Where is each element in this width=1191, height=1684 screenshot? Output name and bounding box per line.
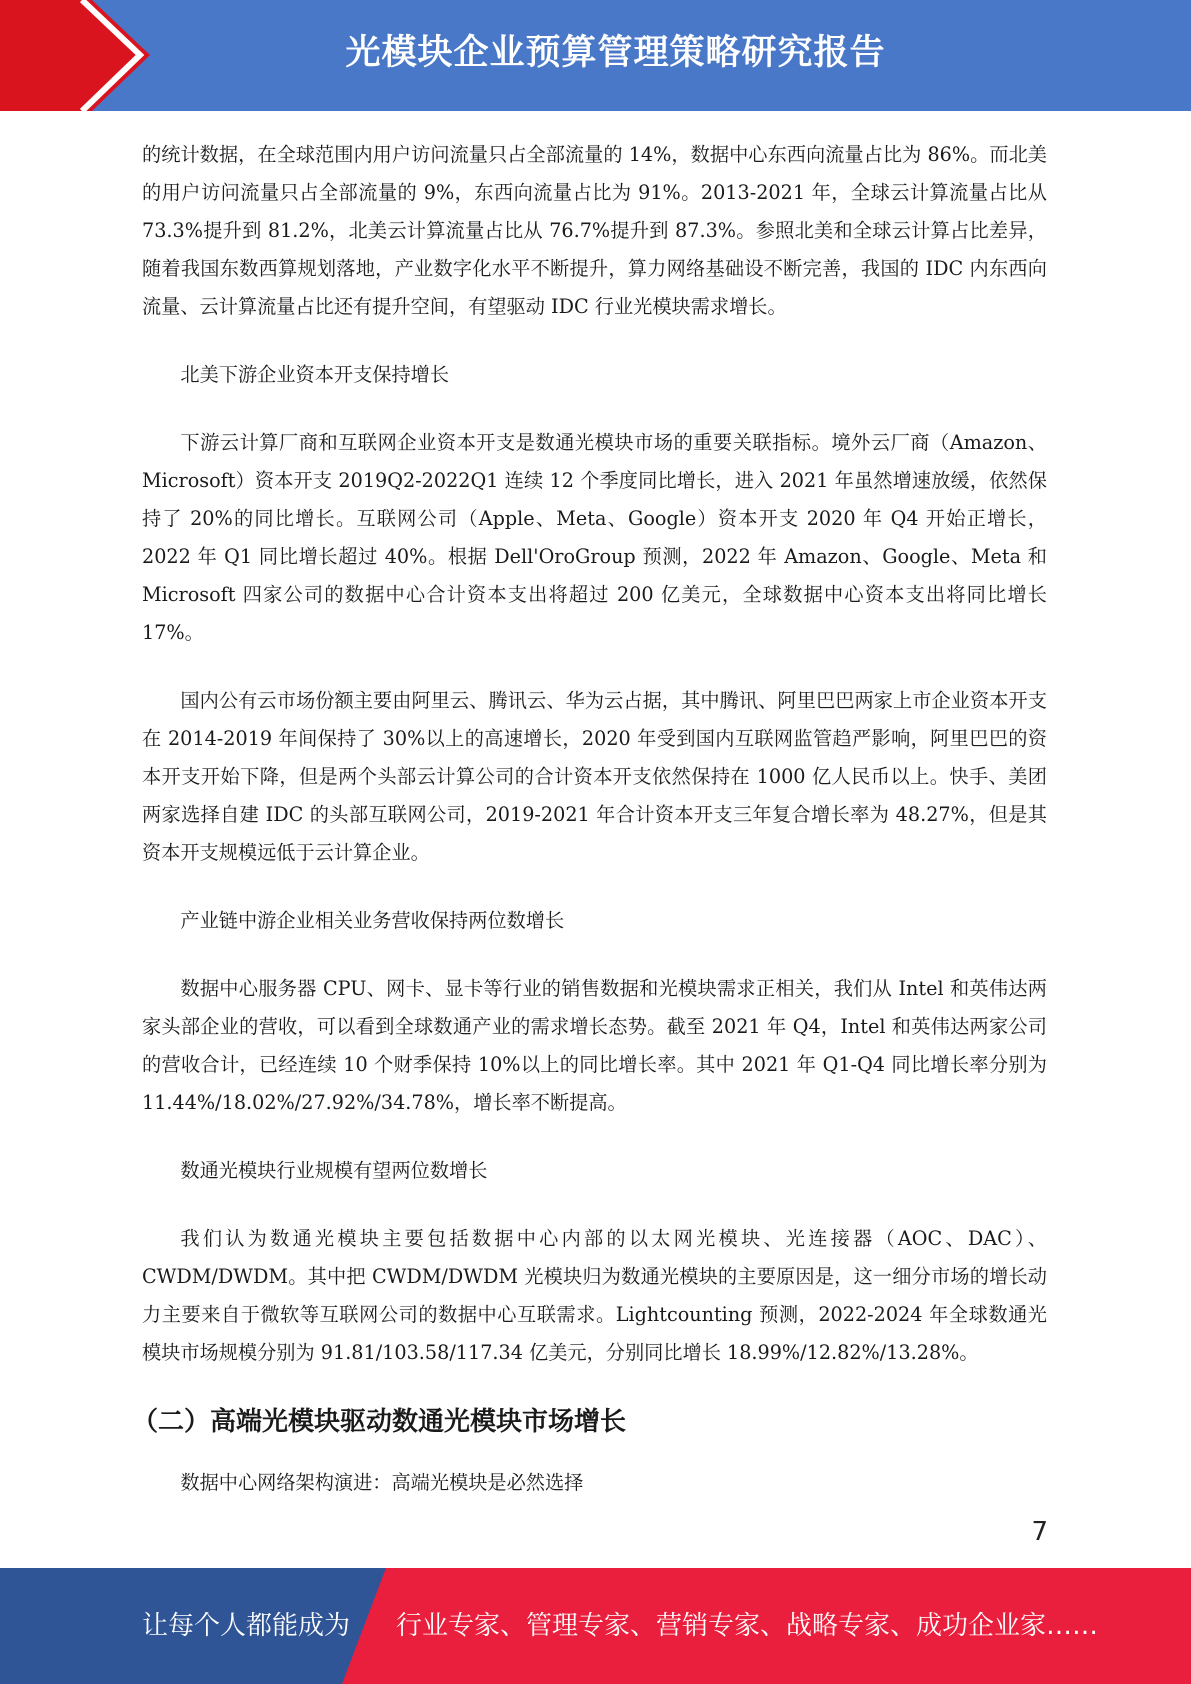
page-number: 7 bbox=[1031, 1517, 1048, 1547]
footer-slogan-right: 行业专家、管理专家、营销专家、战略专家、成功企业家…… bbox=[396, 1611, 1099, 1641]
page-header bbox=[0, 0, 1191, 111]
subheading-north-america-capex: 北美下游企业资本开支保持增长 bbox=[180, 363, 450, 386]
paragraph-domestic-cloud: 国内公有云市场份额主要由阿里云、腾讯云、华为云占据，其中腾讯、阿里巴巴两家上市企业资本开支在 2014-2019 年间保持了 30%以上的高速增长，2020 年受到国内互联网监管趋严影响，阿里巴巴的资本开支开始下降，但是两个头部云计算公司的合计资本开支依然保持在 1000 亿人民币以上。快手、美团两家选择自建 IDC 的头部互联网公司，2019-2021 年合计资本开支三年复合增长率为 48.27%，但是其资本开支规模远低于云计算企业。 bbox=[142, 689, 1047, 864]
footer-slogan-left: 让每个人都能成为 bbox=[142, 1611, 351, 1641]
subheading-datacom-market-size: 数通光模块行业规模有望两位数增长 bbox=[180, 1159, 488, 1182]
paragraph-overseas-capex: 下游云计算厂商和互联网企业资本开支是数通光模块市场的重要关联指标。境外云厂商（Amazon、Microsoft）资本开支 2019Q2-2022Q1 连续 12 个季度同比增长，进入 2021 年虽然增速放缓，依然保持了 20%的同比增长。互联网公司（Apple、Meta、Google）资本开支 2020 年 Q4 开始正增长，2022 年 Q1 同比增长超过 40%。根据 Dell'OroGroup 预测，2022 年 Amazon、Google、Meta 和 Microsoft 四家公司的数据中心合计资本支出将超过 200 亿美元，全球数据中心资本支出将同比增长 17%。 bbox=[142, 431, 1047, 644]
paragraph-traffic-stats: 的统计数据，在全球范围内用户访问流量只占全部流量的 14%，数据中心东西向流量占比为 86%。而北美的用户访问流量只占全部流量的 9%，东西向流量占比为 91%。2013-2021 年，全球云计算流量占比从 73.3%提升到 81.2%，北美云计算流量占比从 76.7%提升到 87.3%。参照北美和全球云计算占比差异，随着我国东数西算规划落地，产业数字化水平不断提升，算力网络基础设不断完善，我国的 IDC 内东西向流量、云计算流量占比还有提升空间，有望驱动 IDC 行业光模块需求增长。 bbox=[142, 143, 1047, 318]
document-body bbox=[132, 136, 1047, 1532]
paragraph-intel-nvidia: 数据中心服务器 CPU、网卡、显卡等行业的销售数据和光模块需求正相关，我们从 Intel 和英伟达两家头部企业的营收，可以看到全球数通产业的需求增长态势。截至 2021 年 Q4，Intel 和英伟达两家公司的营收合计，已经连续 10 个财季保持 10%以上的同比增长率。其中 2021 年 Q1-Q4 同比增长率分别为 11.44%/18.02%/27.92%/34.78%，增长率不断提高。 bbox=[142, 977, 1047, 1114]
subheading-midstream-revenue: 产业链中游企业相关业务营收保持两位数增长 bbox=[180, 909, 565, 932]
paragraph-datacom-forecast: 我们认为数通光模块主要包括数据中心内部的以太网光模块、光连接器（AOC、DAC）、CWDM/DWDM。其中把 CWDM/DWDM 光模块归为数通光模块的主要原因是，这一细分市场的增长动力主要来自于微软等互联网公司的数据中心互联需求。Lightcounting 预测，2022-2024 年全球数通光模块市场规模分别为 91.81/103.58/117.34 亿美元，分别同比增长 18.99%/12.82%/13.28%。 bbox=[142, 1227, 1047, 1364]
subheading-network-architecture: 数据中心网络架构演进：高端光模块是必然选择 bbox=[180, 1471, 584, 1494]
header-arrow-decoration bbox=[0, 0, 150, 111]
page-footer bbox=[0, 1568, 1191, 1684]
section-title-high-end-modules: （二）高端光模块驱动数通光模块市场增长 bbox=[132, 1407, 627, 1437]
report-title: 光模块企业预算管理策略研究报告 bbox=[345, 33, 886, 73]
